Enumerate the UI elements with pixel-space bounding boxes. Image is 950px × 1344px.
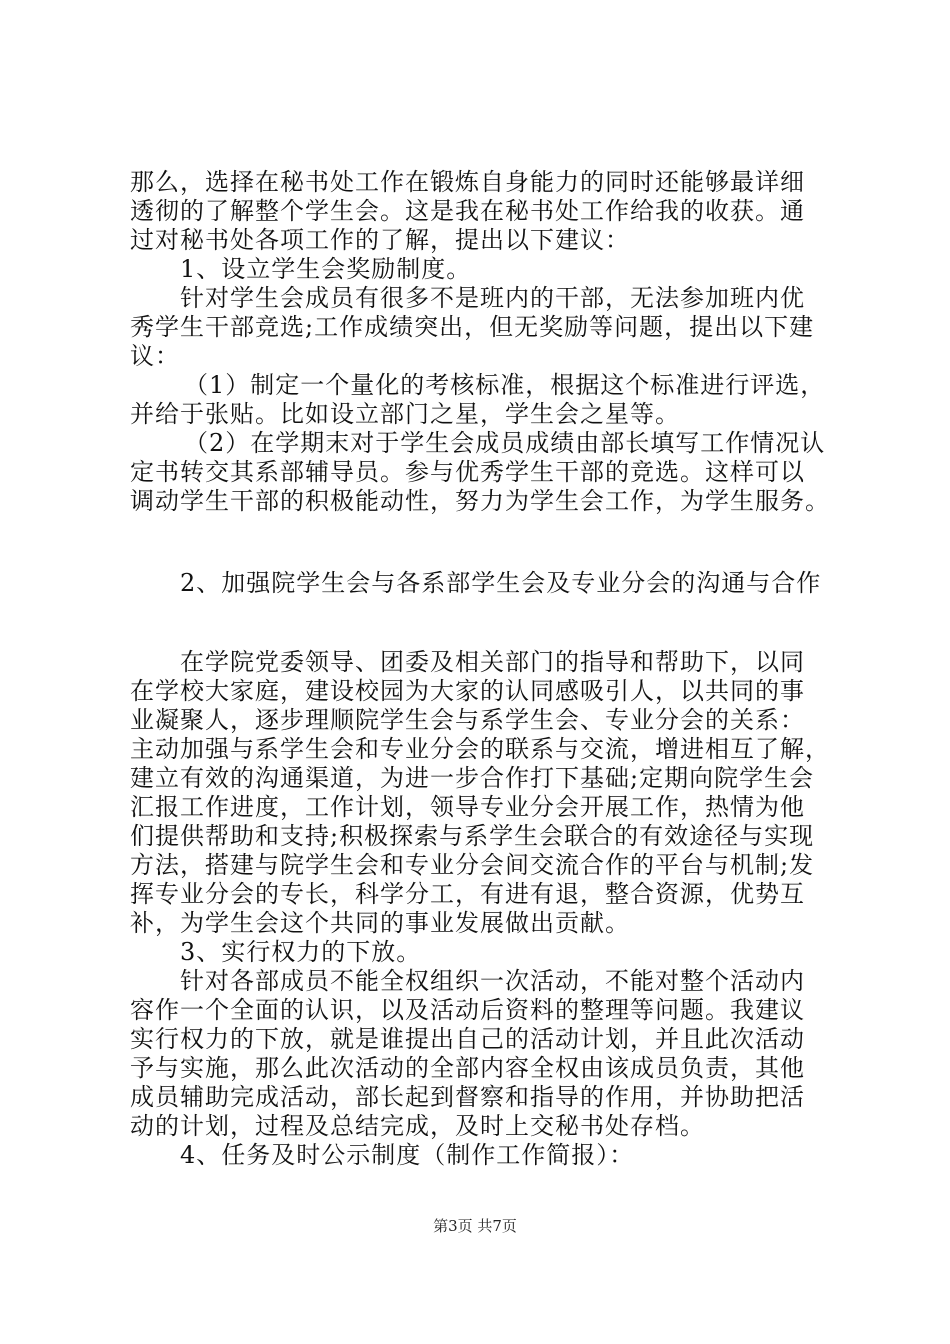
text-line: 实行权力的下放，就是谁提出自己的活动计划，并且此次活动 xyxy=(130,1025,805,1053)
text-line: 方法，搭建与院学生会和专业分会间交流合作的平台与机制;发 xyxy=(130,851,815,879)
page-number-label: 第3页 共7页 xyxy=(433,1217,517,1235)
document-body xyxy=(130,168,836,1170)
text-line: 予与实施，那么此次活动的全部内容全权由该成员负责，其他 xyxy=(130,1054,805,1082)
text-line: 定书转交其系部辅导员。参与优秀学生干部的竞选。这样可以 xyxy=(130,458,805,486)
page-footer xyxy=(0,1215,950,1236)
text-line: 们提供帮助和支持;积极探索与系学生会联合的有效途径与实现 xyxy=(130,822,815,850)
text-line: 容作一个全面的认识，以及活动后资料的整理等问题。我建议 xyxy=(130,996,805,1024)
text-line: 动的计划，过程及总结完成，及时上交秘书处存档。 xyxy=(130,1112,705,1140)
text-line: 那么，选择在秘书处工作在锻炼自身能力的同时还能够最详细 xyxy=(130,168,805,196)
text-line: 调动学生干部的积极能动性，努力为学生会工作，为学生服务。 xyxy=(130,487,830,515)
text-line: 在学院党委领导、团委及相关部门的指导和帮助下，以同 xyxy=(180,648,805,676)
text-line: 针对各部成员不能全权组织一次活动，不能对整个活动内 xyxy=(180,967,805,995)
text-line: 建立有效的沟通渠道，为进一步合作打下基础;定期向院学生会 xyxy=(130,764,815,792)
text-line: 透彻的了解整个学生会。这是我在秘书处工作给我的收获。通 xyxy=(130,197,805,225)
text-line: 并给于张贴。比如设立部门之星，学生会之星等。 xyxy=(130,400,680,428)
list-item-1: （1）制定一个量化的考核标准，根据这个标准进行评选， xyxy=(184,371,826,399)
text-line: 过对秘书处各项工作的了解，提出以下建议： xyxy=(130,226,630,254)
section-heading-4: 4、任务及时公示制度（制作工作简报）： xyxy=(180,1141,635,1169)
text-line: 议： xyxy=(130,342,180,370)
text-line: 成员辅助完成活动，部长起到督察和指导的作用，并协助把活 xyxy=(130,1083,805,1111)
paragraph-gap xyxy=(130,516,836,569)
text-line: 补，为学生会这个共同的事业发展做出贡献。 xyxy=(130,909,630,937)
text-line: 在学校大家庭，建设校园为大家的认同感吸引人，以共同的事 xyxy=(130,677,805,705)
text-line: 主动加强与系学生会和专业分会的联系与交流，增进相互了解， xyxy=(130,735,830,763)
text-line: 挥专业分会的专长，科学分工，有进有退，整合资源，优势互 xyxy=(130,880,805,908)
paragraph-gap xyxy=(130,598,836,648)
list-item-2: （2）在学期末对于学生会成员成绩由部长填写工作情况认 xyxy=(184,429,826,457)
text-line: 汇报工作进度，工作计划，领导专业分会开展工作，热情为他 xyxy=(130,793,805,821)
section-heading-1: 1、设立学生会奖励制度。 xyxy=(180,255,472,283)
section-heading-3: 3、实行权力的下放。 xyxy=(180,938,422,966)
text-line: 针对学生会成员有很多不是班内的干部，无法参加班内优 xyxy=(180,284,805,312)
text-line: 业凝聚人，逐步理顺院学生会与系学生会、专业分会的关系： xyxy=(130,706,805,734)
text-line: 秀学生干部竞选;工作成绩突出，但无奖励等问题，提出以下建 xyxy=(130,313,815,341)
section-heading-2: 2、加强院学生会与各系部学生会及专业分会的沟通与合作 xyxy=(180,569,822,597)
